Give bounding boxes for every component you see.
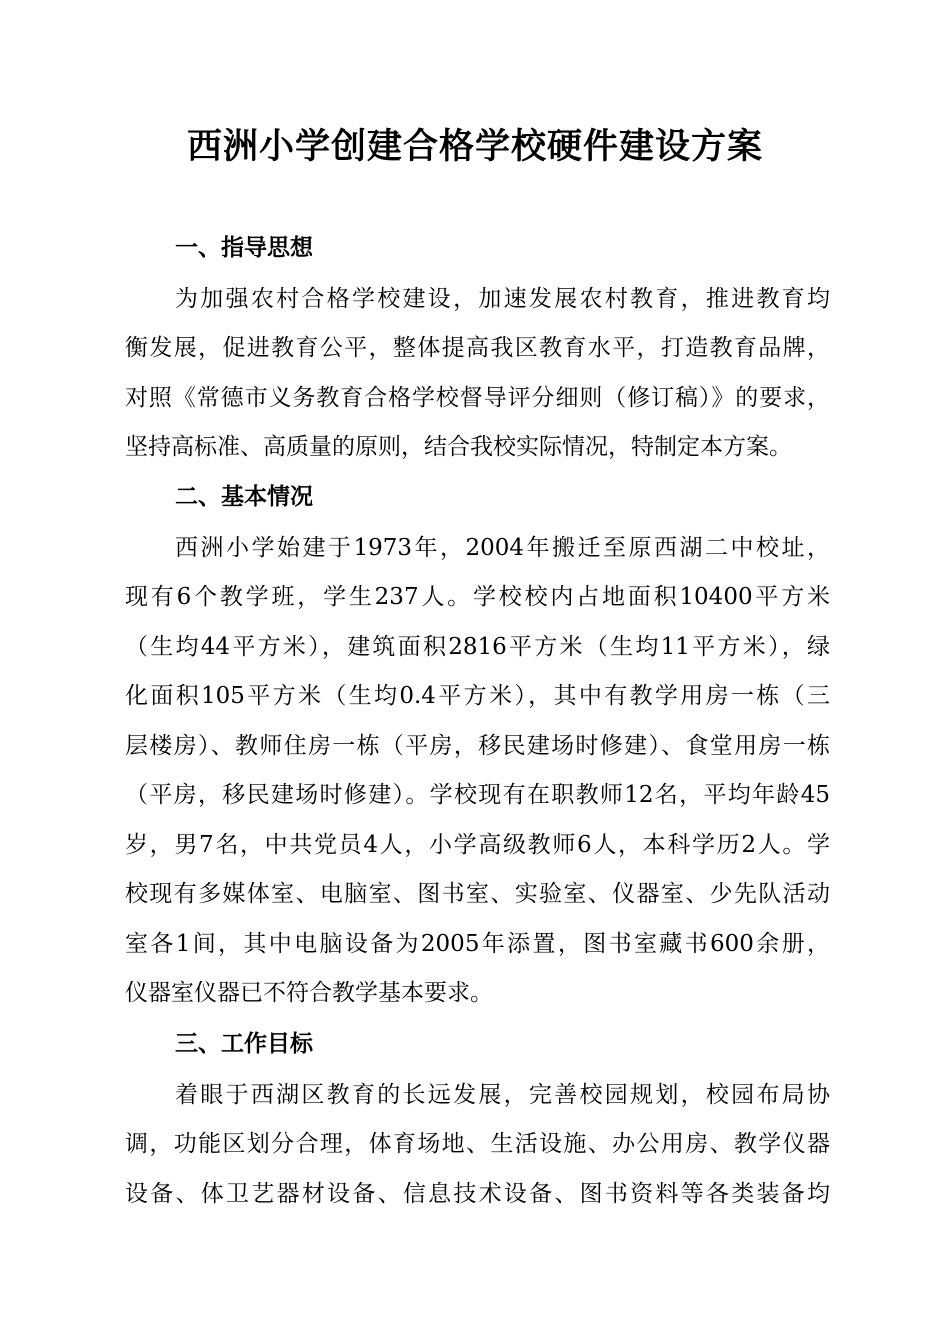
paragraph-line: 衡发展，促进教育公平，整体提高我区教育水平，打造教育品牌， xyxy=(125,335,830,361)
paragraph-line: 岁，男7名，中共党员4人，小学高级教师6人，本科学历2人。学 xyxy=(125,832,830,858)
paragraph-line: 为加强农村合格学校建设，加速发展农村教育，推进教育均 xyxy=(175,286,830,312)
paragraph-line: 设备、体卫艺器材设备、信息技术设备、图书资料等各类装备均 xyxy=(125,1181,830,1207)
paragraph-line: （平房，移民建场时修建）。学校现有在职教师12名，平均年龄45 xyxy=(125,782,830,808)
paragraph-line: 调，功能区划分合理，体育场地、生活设施、办公用房、教学仪器 xyxy=(125,1131,830,1157)
paragraph-line: 层楼房）、教师住房一栋（平房，移民建场时修建）、食堂用房一栋 xyxy=(125,733,830,759)
paragraph-line: 坚持高标准、高质量的原则，结合我校实际情况，特制定本方案。 xyxy=(125,434,792,460)
paragraph-line: 西洲小学始建于1973年，2004年搬迁至原西湖二中校址， xyxy=(175,535,830,561)
section-heading-basic-situation: 二、基本情况 xyxy=(175,484,313,510)
paragraph-line: 校现有多媒体室、电脑室、图书室、实验室、仪器室、少先队活动 xyxy=(125,881,830,907)
paragraph-line: （生均44平方米），建筑面积2816平方米（生均11平方米），绿 xyxy=(125,634,830,660)
paragraph-line: 着眼于西湖区教育的长远发展，完善校园规划，校园布局协 xyxy=(175,1082,830,1108)
paragraph-line: 现有6个教学班，学生237人。学校校内占地面积10400平方米 xyxy=(125,584,830,610)
section-heading-work-goals: 三、工作目标 xyxy=(175,1031,313,1057)
paragraph-line: 仪器室仪器已不符合教学基本要求。 xyxy=(125,980,493,1006)
paragraph-line: 对照《常德市义务教育合格学校督导评分细则（修订稿）》的要求， xyxy=(125,385,830,411)
section-heading-guiding-ideology: 一、指导思想 xyxy=(175,235,313,261)
paragraph-line: 化面积105平方米（生均0.4平方米），其中有教学用房一栋（三 xyxy=(125,683,830,709)
paragraph-line: 室各1间，其中电脑设备为2005年添置，图书室藏书600余册， xyxy=(125,931,830,957)
document-title: 西洲小学创建合格学校硬件建设方案 xyxy=(186,127,763,167)
